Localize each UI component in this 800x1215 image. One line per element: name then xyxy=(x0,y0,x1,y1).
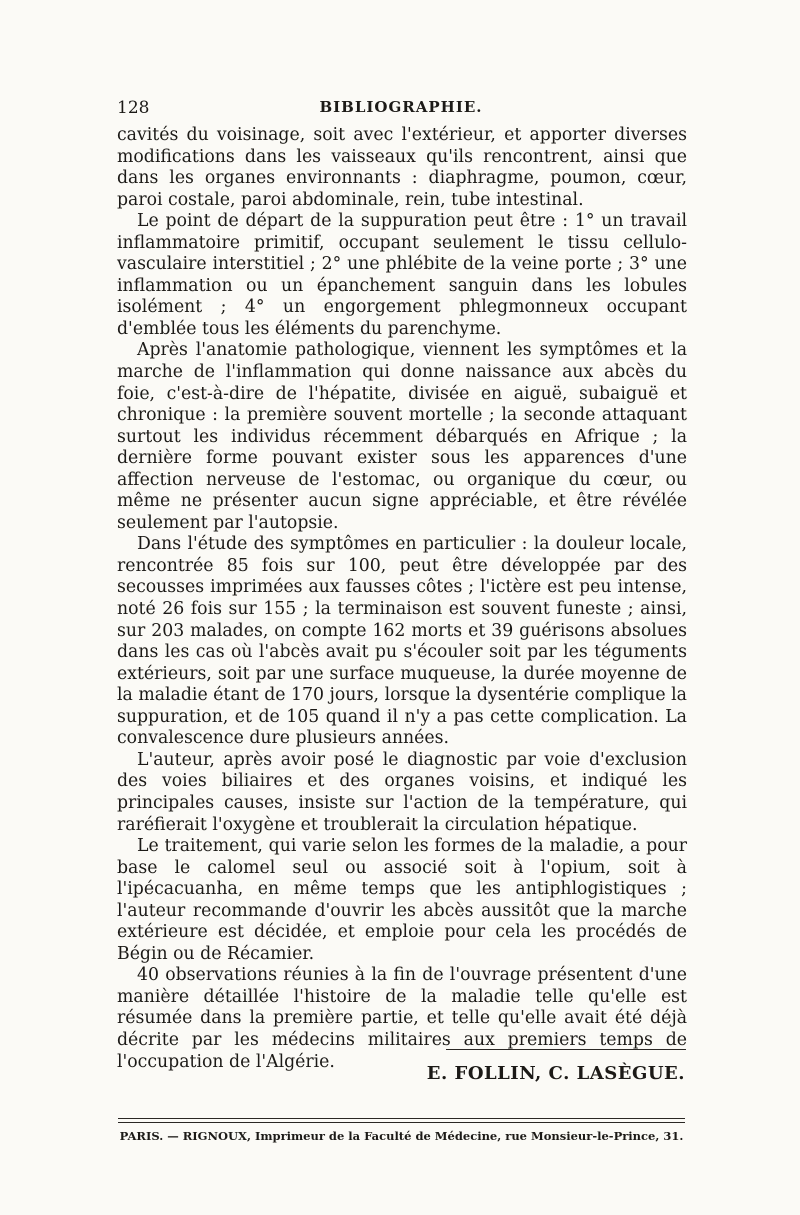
paragraph: Après l'anatomie pathologique, viennent les symptômes et la marche de l'inflammation qui donne naissance aux abcès du foie, c'est-à-dire de l'hépatite, divisée en aiguë, subaiguë et chronique : la première souvent mortelle ; la seconde attaquant surtout les individus récemment débarqués en Afrique ; la dernière forme pouvant exister sous les apparences d'une affection nerveuse de l'estomac, ou organique du cœur, ou même ne présenter aucun signe appréciable, et être révélée seulement par l'autopsie. xyxy=(117,340,687,533)
paragraph: L'auteur, après avoir posé le diagnostic par voie d'exclusion des voies biliaires et des organes voisins, et indiqué les principales causes, insiste sur l'action de la température, qui raréfierait l'oxygène et troublerait la circulation hépatique. xyxy=(117,749,687,835)
footer-rule-secondary xyxy=(118,1122,685,1123)
paragraph: 40 observations réunies à la fin de l'ouvrage présentent d'une manière détaillée l'histoire de la maladie telle qu'elle est résumée dans la première partie, et telle qu'elle avait été déjà décrite par les médecins militaires aux premiers temps de l'occupation de l'Algérie. xyxy=(117,965,687,1072)
paragraph: Le traitement, qui varie selon les formes de la maladie, a pour base le calomel seul ou associé soit à l'opium, soit à l'ipécacuanha, en même temps que les antiphlogistiques ; l'auteur recommande d'ouvrir les abcès aussitôt que la marche extérieure est décidée, et emploie pour cela les procédés de Bégin ou de Récamier. xyxy=(117,836,687,964)
page-number: 128 xyxy=(117,98,150,118)
paragraph: Dans l'étude des symptômes en particulier : la douleur locale, rencontrée 85 fois sur 100, peut être développée par des secousses imprimées aux fausses côtes ; l'ictère est peu intense, noté 26 fois sur 155 ; la terminaison est souvent funeste ; ainsi, sur 203 malades, on compte 162 morts et 39 guérisons absolues dans les cas où l'abcès avait pu s'écouler soit par les téguments extérieurs, soit par une surface muqueuse, la durée moyenne de la maladie étant de 170 jours, lorsque la dysentérie complique la suppuration, et de 105 quand il n'y a pas cette complication. La convalescence dure plusieurs années. xyxy=(117,534,687,749)
author-signature: E. FOLLIN, C. LASÈGUE. xyxy=(426,1063,685,1084)
signature-rule xyxy=(446,1049,686,1050)
paragraph: cavités du voisinage, soit avec l'extérieur, et apporter diverses modifications dans les vaisseaux qu'ils rencontrent, ainsi que dans les organes environnants : diaphragme, poumon, cœur, paroi costale, paroi abdominale, rein, tube intestinal. xyxy=(117,125,687,210)
footer-rule xyxy=(118,1118,685,1119)
printer-imprint: PARIS. — RIGNOUX, Imprimeur de la Faculté de Médecine, rue Monsieur-le-Prince, 31. xyxy=(119,1129,684,1143)
page-header xyxy=(117,98,685,124)
running-title: BIBLIOGRAPHIE. xyxy=(319,98,483,116)
paragraph: Le point de départ de la suppuration peut être : 1° un travail inflammatoire primitif, occupant seulement le tissu cellulo-vasculaire interstitiel ; 2° une phlébite de la veine porte ; 3° une inflammation ou un épanchement sanguin dans les lobules isolément ; 4° un engorgement phlegmonneux occupant d'emblée tous les éléments du parenchyme. xyxy=(117,211,687,339)
body-text xyxy=(117,125,687,1073)
